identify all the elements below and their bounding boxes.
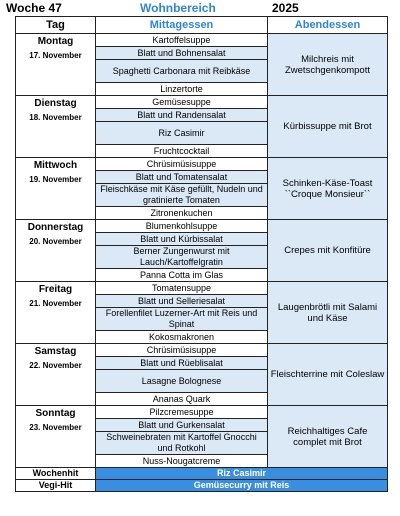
lunch-salad: Blatt und Selleriesalat xyxy=(96,295,268,308)
day-cell xyxy=(16,158,96,220)
lunch-dessert: Linzertorte xyxy=(96,83,268,96)
dinner-cell: Crepes mit Konfitüre xyxy=(268,220,388,282)
day-date: 17. November xyxy=(29,51,82,60)
dinner-cell: Schinken-Käse-Toast ``Croque Monsieur`` xyxy=(268,158,388,220)
lunch-soup: Blumenkohlsuppe xyxy=(96,220,268,233)
day-row xyxy=(16,344,388,357)
day-date: 21. November xyxy=(29,299,82,308)
lunch-main: Schweinebraten mit Kartoffel Gnocchi und Rotkohl xyxy=(96,432,268,455)
lunch-salad: Blatt und Tomatensalat xyxy=(96,171,268,184)
day-name: Donnerstag xyxy=(27,222,84,233)
year-label: 2025 xyxy=(272,1,299,15)
day-name: Mittwoch xyxy=(33,160,78,171)
day-name: Dienstag xyxy=(34,98,77,109)
lunch-dessert: Panna Cotta im Glas xyxy=(96,269,268,282)
lunch-salad: Blatt und Kürbissalat xyxy=(96,233,268,246)
lunch-salad: Blatt und Randensalat xyxy=(96,109,268,122)
lunch-main: Fleischkäse mit Käse gefüllt, Nudeln und gratinierte Tomaten xyxy=(96,184,268,207)
day-name: Sonntag xyxy=(35,408,76,419)
dinner-cell: Fleischterrine mit Coleslaw xyxy=(268,344,388,406)
wochenhit-value: Riz Casimir xyxy=(96,468,388,480)
day-cell xyxy=(16,220,96,282)
lunch-main: Berner Zungenwurst mit Lauch/Kartoffelgratin xyxy=(96,246,268,269)
lunch-salad: Blatt und Bohnensalat xyxy=(96,47,268,60)
header-row xyxy=(16,17,388,34)
footer-row-wochenhit xyxy=(16,468,388,480)
day-name: Samstag xyxy=(34,346,77,357)
lunch-soup: Chrüsimüsisuppe xyxy=(96,344,268,357)
lunch-main: Forellenfilet Luzerner-Art mit Reis und Spinat xyxy=(96,308,268,331)
lunch-dessert: Zitronenkuchen xyxy=(96,207,268,220)
lunch-soup: Tomatensuppe xyxy=(96,282,268,295)
lunch-dessert: Nuss-Nougatcreme xyxy=(96,455,268,468)
day-row xyxy=(16,220,388,233)
lunch-dessert: Ananas Quark xyxy=(96,393,268,406)
day-row xyxy=(16,96,388,109)
day-date: 18. November xyxy=(29,113,82,122)
day-cell xyxy=(16,282,96,344)
dinner-cell: Laugenbrötli mit Salami und Käse xyxy=(268,282,388,344)
day-cell xyxy=(16,344,96,406)
lunch-soup: Gemüsesuppe xyxy=(96,96,268,109)
dinner-cell: Reichhaltiges Cafe complet mit Brot xyxy=(268,406,388,468)
day-row xyxy=(16,158,388,171)
column-header-tag: Tag xyxy=(16,17,96,34)
vegihit-label: Vegi-Hit xyxy=(16,480,96,492)
dinner-cell: Kürbissuppe mit Brot xyxy=(268,96,388,158)
lunch-main: Riz Casimir xyxy=(96,122,268,145)
lunch-salad: Blatt und Gurkensalat xyxy=(96,419,268,432)
day-date: 22. November xyxy=(29,361,82,370)
vegihit-value: Gemüsecurry mit Reis xyxy=(96,480,388,492)
lunch-dessert: Fruchtcocktail xyxy=(96,145,268,158)
day-date: 19. November xyxy=(29,175,82,184)
dinner-cell: Milchreis mit Zwetschgenkompott xyxy=(268,34,388,96)
lunch-main: Spaghetti Carbonara mit Reibkäse xyxy=(96,60,268,83)
day-date: 23. November xyxy=(29,423,82,432)
day-name: Montag xyxy=(37,36,74,47)
day-cell xyxy=(16,406,96,468)
day-row xyxy=(16,34,388,47)
menu-table xyxy=(15,16,388,492)
footer-row-vegihit xyxy=(16,480,388,492)
lunch-soup: Pilzcremesuppe xyxy=(96,406,268,419)
lunch-soup: Kartoffelsuppe xyxy=(96,34,268,47)
day-row xyxy=(16,406,388,419)
day-name: Freitag xyxy=(38,284,73,295)
day-row xyxy=(16,282,388,295)
lunch-salad: Blatt und Rüeblisalat xyxy=(96,357,268,370)
week-label: Woche 47 xyxy=(6,1,62,15)
wochenhit-label: Wochenhit xyxy=(16,468,96,480)
day-cell xyxy=(16,96,96,158)
column-header-mittag: Mittagessen xyxy=(96,17,268,34)
column-header-abend: Abendessen xyxy=(268,17,388,34)
day-date: 20. November xyxy=(29,237,82,246)
day-cell xyxy=(16,34,96,96)
lunch-dessert: Kokosmakronen xyxy=(96,331,268,344)
lunch-main: Lasagne Bolognese xyxy=(96,370,268,393)
lunch-soup: Chrüsimüsisuppe xyxy=(96,158,268,171)
area-title: Wohnbereich xyxy=(140,1,216,15)
